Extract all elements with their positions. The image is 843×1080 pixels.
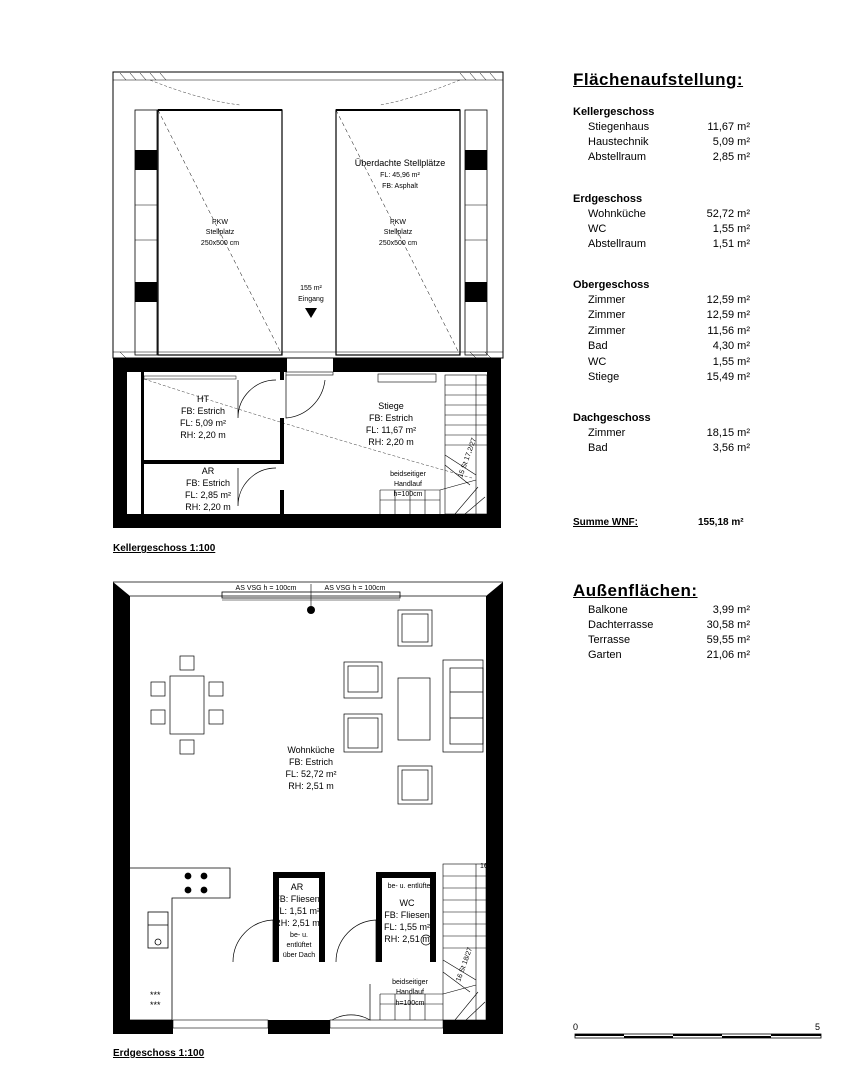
basement-plan [113, 72, 503, 528]
park-right-size: 250x500 cm [378, 240, 418, 247]
entrance-area: 155 m² [300, 285, 322, 292]
living-height: RH: 2,51 m [288, 781, 334, 791]
row-label: WC [588, 223, 607, 235]
step-count: 16 [480, 863, 488, 870]
row-value: 11,67 m² [707, 121, 750, 133]
carport-outline [113, 72, 503, 358]
ar-height-kg: RH: 2,20 m [185, 502, 231, 512]
stiege-floor: FB: Estrich [368, 413, 414, 423]
ar-label-kg: AR [201, 466, 215, 476]
row-label: Zimmer [588, 427, 626, 439]
svg-text:***: *** [150, 990, 161, 1000]
vsg-label-right: AS VSG h = 100cm [324, 585, 386, 592]
scale-start: 0 [573, 1022, 579, 1032]
wc-floor: FB: Fliesen [384, 910, 430, 920]
row-value: 1,51 m² [712, 238, 750, 250]
living-floor: FB: Estrich [288, 757, 334, 767]
ar-area: FL: 1,51 m² [273, 906, 321, 916]
ground-walls [113, 582, 503, 1034]
ground-caption: Erdgeschoss 1:100 [113, 1048, 205, 1059]
row-label: Dachterrasse [588, 619, 654, 631]
row-value: 59,55 m² [706, 634, 750, 646]
row-label: Zimmer [588, 325, 626, 337]
vsg-label-left: AS VSG h = 100cm [235, 585, 297, 592]
carport-top-hatch [120, 73, 496, 80]
row-label: Balkone [588, 604, 628, 616]
door-ht [238, 380, 276, 418]
row-value: 3,56 m² [712, 442, 750, 454]
steps-label-kg: 15 St 17,2/27 [457, 437, 479, 479]
row-value: 12,59 m² [706, 294, 750, 306]
row-label: Wohnküche [588, 208, 646, 220]
ht-label: HT [197, 394, 209, 404]
row-value: 1,55 m² [712, 223, 750, 235]
carport-posts [135, 110, 487, 355]
row-value: 52,72 m² [706, 208, 750, 220]
park-right-label: PKW [390, 219, 406, 226]
row-label: WC [588, 356, 607, 368]
group-title-dg: Dachgeschoss [573, 412, 651, 424]
row-label: Garten [588, 649, 622, 661]
row-label: Bad [588, 340, 608, 352]
group-title-og: Obergeschoss [573, 279, 650, 291]
group-title-eg: Erdgeschoss [573, 193, 643, 205]
ar-vent-2: entlüftet [286, 942, 312, 949]
row-label: Haustechnik [588, 136, 649, 148]
row-value: 11,56 m² [707, 325, 750, 337]
park-left-sub: Stellplatz [205, 229, 235, 236]
stiege-label: Stiege [378, 401, 404, 411]
row-value: 21,06 m² [706, 649, 750, 661]
row-label: Stiege [588, 371, 620, 383]
steps-label: 16 St 18/27 [455, 946, 475, 983]
door-marker [307, 606, 315, 614]
group-title-kg: Kellergeschoss [573, 106, 655, 118]
outdoor-title: Außenflächen: [573, 581, 698, 600]
row-value: 15,49 m² [706, 371, 750, 383]
row-value: 18,15 m² [706, 427, 750, 439]
living-label: Wohnküche [287, 745, 335, 755]
stiege-height: RH: 2,20 m [368, 437, 414, 447]
row-label: Abstellraum [588, 151, 647, 163]
row-value: 4,30 m² [712, 340, 750, 352]
handrail-height-kg: h=100cm [393, 491, 423, 498]
sum-label: Summe WNF: [573, 517, 638, 528]
summary-title: Flächenaufstellung: [573, 70, 744, 89]
park-left-label: PKW [212, 219, 228, 226]
park-left-size: 250x500 cm [200, 240, 240, 247]
handrail-label: beidseitiger [392, 979, 428, 986]
row-value: 30,58 m² [706, 619, 750, 631]
row-label: Terrasse [588, 634, 631, 646]
basement-walls [113, 358, 501, 528]
entrance-label: Eingang [298, 296, 324, 303]
carport-floor: FB: Asphalt [382, 183, 418, 190]
ar-floor: FB: Fliesen [274, 894, 320, 904]
row-label: Abstellraum [588, 238, 647, 250]
ht-height: RH: 2,20 m [180, 430, 226, 440]
row-value: 2,85 m² [712, 151, 750, 163]
living-area: FL: 52,72 m² [285, 769, 337, 779]
scale-bar [575, 1034, 821, 1038]
row-label: Bad [588, 442, 608, 454]
dining-table [151, 656, 223, 754]
wc-area: FL: 1,55 m² [383, 922, 431, 932]
living-furniture [344, 610, 483, 804]
ground-plan [113, 582, 503, 1034]
wc-vent: be- u. entlüftet [387, 883, 433, 890]
ar-label: AR [290, 882, 304, 892]
kitchen-counter [130, 868, 230, 1020]
handrail-sub: Handlauf [395, 989, 425, 996]
ar-floor-kg: FB: Estrich [185, 478, 231, 488]
row-label: Stiegenhaus [588, 121, 650, 133]
row-value: 5,09 m² [712, 136, 750, 148]
ar-vent-3: über Dach [282, 952, 316, 959]
carport-label: Überdachte Stellplätze [354, 158, 446, 168]
wc-height: RH: 2,51 m [384, 934, 430, 944]
ht-floor: FB: Estrich [180, 406, 226, 416]
row-value: 1,55 m² [712, 356, 750, 368]
door-entrance [286, 375, 325, 418]
stiege-area: FL: 11,67 m² [365, 425, 417, 435]
park-right-sub: Stellplatz [383, 229, 413, 236]
carport-area: FL: 45,96 m² [380, 172, 420, 179]
row-label: Zimmer [588, 309, 626, 321]
door-ar [238, 468, 276, 506]
ar-height: RH: 2,51 m [274, 918, 320, 928]
wc-label: WC [399, 898, 415, 908]
basement-caption: Kellergeschoss 1:100 [113, 543, 216, 554]
row-label: Zimmer [588, 294, 626, 306]
row-value: 12,59 m² [706, 309, 750, 321]
door-entry [332, 984, 370, 1020]
ar-area-kg: FL: 2,85 m² [184, 490, 232, 500]
entrance-arrow [305, 308, 317, 318]
ht-area: FL: 5,09 m² [179, 418, 227, 428]
row-value: 3,99 m² [712, 604, 750, 616]
svg-text:***: *** [150, 1000, 161, 1010]
handrail-label-kg: beidseitiger [390, 471, 426, 478]
handrail-sub-kg: Handlauf [393, 481, 423, 488]
ar-vent-1: be- u. [290, 932, 308, 939]
handrail-height: h=100cm [395, 1000, 425, 1007]
sum-value: 155,18 m² [698, 517, 744, 528]
scale-end: 5 [815, 1022, 821, 1032]
